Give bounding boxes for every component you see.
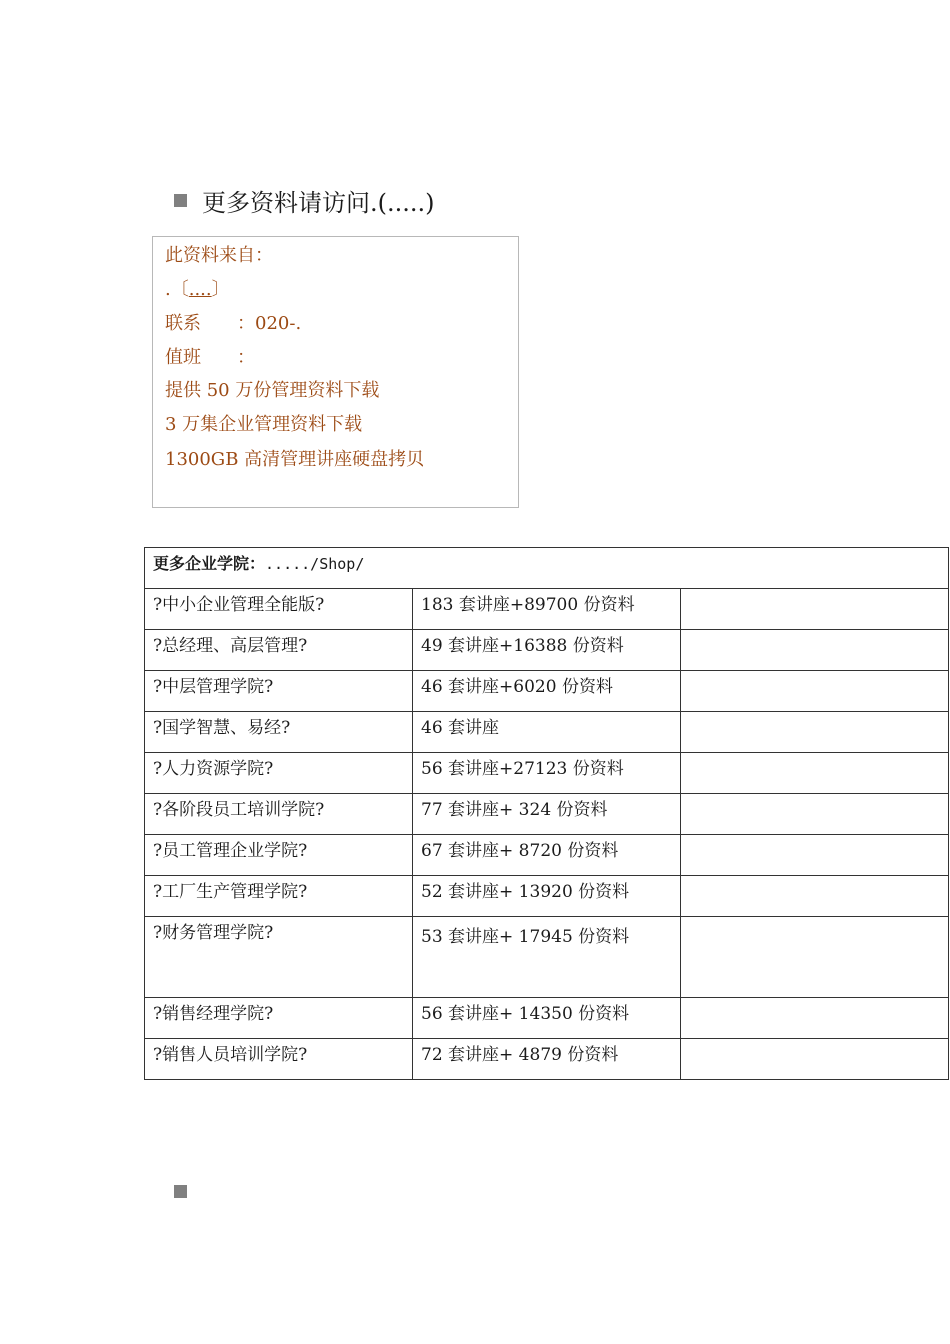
course-content: 52 套讲座+ 13920 份资料	[413, 876, 681, 917]
course-extra	[681, 794, 949, 835]
course-content: 72 套讲座+ 4879 份资料	[413, 1039, 681, 1080]
course-name: ?工厂生产管理学院?	[145, 876, 413, 917]
info-site-line	[165, 279, 230, 301]
course-content: 77 套讲座+ 324 份资料	[413, 794, 681, 835]
course-name: ?财务管理学院?	[145, 917, 413, 998]
course-content: 56 套讲座+27123 份资料	[413, 753, 681, 794]
info-offer-docs: 提供 50 万份管理资料下载	[165, 380, 380, 401]
course-extra	[681, 835, 949, 876]
course-extra	[681, 712, 949, 753]
course-extra	[681, 998, 949, 1039]
course-name: ?各阶段员工培训学院?	[145, 794, 413, 835]
course-name: ?销售经理学院?	[145, 998, 413, 1039]
header-url[interactable]: ...../Shop/	[265, 555, 365, 573]
info-offer-videos: 3 万集企业管理资料下载	[165, 414, 363, 435]
course-content: 56 套讲座+ 14350 份资料	[413, 998, 681, 1039]
info-source-label: 此资料来自：	[165, 245, 273, 266]
table-row	[145, 589, 949, 630]
heading-row	[174, 184, 435, 216]
table-header-cell	[145, 548, 949, 589]
table-row	[145, 794, 949, 835]
info-offer-disk: 1300GB 高清管理讲座硬盘拷贝	[165, 449, 425, 470]
source-info-box	[152, 236, 519, 508]
info-site-link[interactable]: ....	[188, 279, 212, 300]
course-content: 46 套讲座	[413, 712, 681, 753]
course-content: 183 套讲座+89700 份资料	[413, 589, 681, 630]
page-heading: 更多资料请访问.(.....)	[202, 188, 435, 217]
table-row	[145, 630, 949, 671]
table-row	[145, 753, 949, 794]
course-extra	[681, 589, 949, 630]
course-content: 67 套讲座+ 8720 份资料	[413, 835, 681, 876]
course-name: ?员工管理企业学院?	[145, 835, 413, 876]
info-duty: 值班 ：	[165, 347, 255, 368]
course-extra	[681, 1039, 949, 1080]
square-bullet-icon	[174, 194, 187, 207]
courses-table	[144, 547, 949, 1080]
table-row	[145, 1039, 949, 1080]
course-extra	[681, 671, 949, 712]
course-name: ?人力资源学院?	[145, 753, 413, 794]
table-row	[145, 998, 949, 1039]
table-row	[145, 876, 949, 917]
course-extra	[681, 876, 949, 917]
course-extra	[681, 917, 949, 998]
header-label: 更多企业学院：	[153, 554, 266, 573]
course-content: 53 套讲座+ 17945 份资料	[413, 917, 681, 998]
square-bullet-icon	[174, 1185, 187, 1198]
course-name: ?销售人员培训学院?	[145, 1039, 413, 1080]
info-site-prefix: .〔	[165, 279, 189, 300]
table-row	[145, 917, 949, 998]
table-row	[145, 671, 949, 712]
course-name: ?中层管理学院?	[145, 671, 413, 712]
course-content: 49 套讲座+16388 份资料	[413, 630, 681, 671]
info-site-suffix: 〕	[211, 279, 230, 300]
info-contact: 联系 ：020-.	[165, 313, 302, 334]
table-header-row	[145, 548, 949, 589]
course-extra	[681, 630, 949, 671]
table-row	[145, 835, 949, 876]
course-name: ?国学智慧、易经?	[145, 712, 413, 753]
table-row	[145, 712, 949, 753]
course-name: ?总经理、高层管理?	[145, 630, 413, 671]
course-extra	[681, 753, 949, 794]
course-name: ?中小企业管理全能版?	[145, 589, 413, 630]
course-content: 46 套讲座+6020 份资料	[413, 671, 681, 712]
